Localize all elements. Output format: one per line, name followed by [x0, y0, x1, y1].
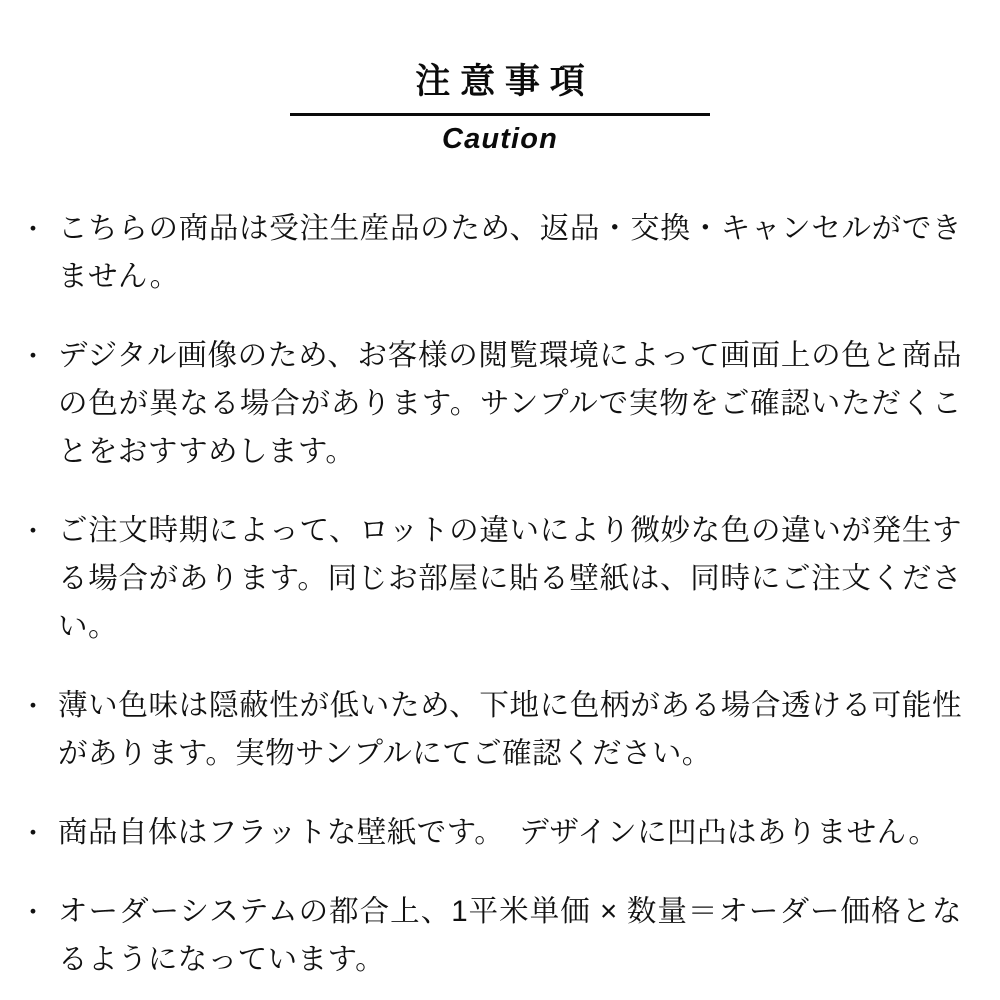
bullet-icon: ・ — [20, 340, 47, 371]
bullet-icon: ・ — [20, 213, 47, 244]
note-text: オーダーシステムの都合上、1平米単価 × 数量＝オーダー価格となるようになっています。 — [58, 894, 962, 976]
caution-header — [0, 0, 1000, 157]
page-title: 注意事項 — [415, 62, 595, 101]
page-subtitle: Caution — [441, 123, 559, 155]
title-underline — [290, 113, 710, 116]
bullet-icon: ・ — [20, 515, 47, 546]
note-text: デジタル画像のため、お客様の閲覧環境によって画面上の色と商品の色が異なる場合があります。サンプルで実物をご確認いただくことをおすすめします。 — [58, 338, 962, 468]
list-item — [18, 332, 962, 476]
bullet-icon: ・ — [20, 817, 47, 848]
list-item — [18, 809, 962, 857]
note-text: ご注文時期によって、ロットの違いにより微妙な色の違いが発生する場合があります。同じお部屋に貼る壁紙は、同時にご注文ください。 — [58, 513, 962, 643]
list-item — [18, 507, 962, 651]
list-item — [18, 888, 962, 984]
bullet-icon: ・ — [20, 896, 47, 927]
bullet-icon: ・ — [20, 690, 47, 721]
list-item — [18, 205, 962, 301]
list-item — [18, 682, 962, 778]
note-text: 商品自体はフラットな壁紙です。 デザインに凹凸はありません。 — [58, 815, 939, 849]
caution-list — [0, 205, 1000, 984]
note-text: 薄い色味は隠蔽性が低いため、下地に色柄がある場合透ける可能性があります。実物サンプルにてご確認ください。 — [58, 688, 962, 770]
note-text: こちらの商品は受注生産品のため、返品・交換・キャンセルができません。 — [58, 211, 962, 293]
